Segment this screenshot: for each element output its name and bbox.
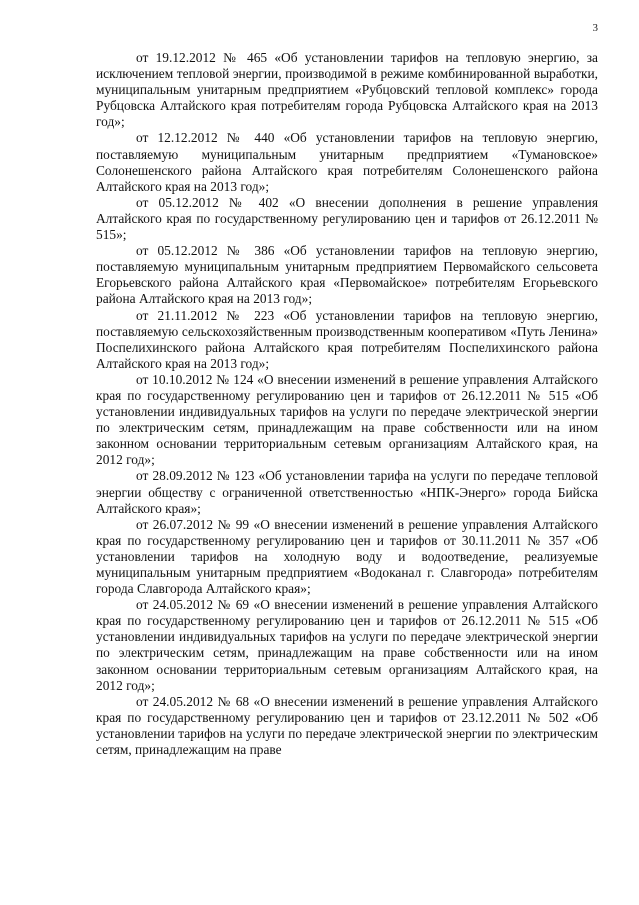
paragraph-decision-223: от 21.11.2012 № 223 «Об установлении тарифов на тепловую энергию, поставляемую сельскохозяйственным производственным кооперативом «Путь Ленина» Поспелихинского района Алтайского края потребителям Поспелихинского района Алтайского края на 2013 год»; <box>96 307 598 371</box>
paragraph-decision-386: от 05.12.2012 № 386 «Об установлении тарифов на тепловую энергию, поставляемую муниципальным унитарным предприятием Первомайского сельсовета Егорьевского района Алтайского края «Первомайское» потребителям Егорьевского района Алтайского края на 2013 год»; <box>96 243 598 307</box>
paragraph-decision-124: от 10.10.2012 № 124 «О внесении изменений в решение управления Алтайского края по государственному регулированию цен и тарифов от 26.12.2011 № 515 «Об установлении индивидуальных тарифов на услуги по передаче электрической энергии по электрическим сетям, принадлежащим на праве собственности или на ином законном основании территориальным сетевым организациям Алтайского края, на 2012 год»; <box>96 371 598 468</box>
paragraph-decision-68: от 24.05.2012 № 68 «О внесении изменений в решение управления Алтайского края по государственному регулированию цен и тарифов от 23.12.2011 № 502 «Об установлении тарифов на услуги по передаче электрической энергии по электрическим сетям, принадлежащим на праве <box>96 693 598 758</box>
paragraph-decision-69: от 24.05.2012 № 69 «О внесении изменений в решение управления Алтайского края по государственному регулированию цен и тарифов от 26.12.2011 № 515 «Об установлении индивидуальных тарифов на услуги по передаче электрической энергии по электрическим сетям, принадлежащим на праве собственности или на ином законном основании территориальным сетевым организациям Алтайского края, на 2012 год»; <box>96 597 598 693</box>
paragraph-decision-402: от 05.12.2012 № 402 «О внесении дополнения в решение управления Алтайского края по государственному регулированию цен и тарифов от 26.12.2011 № 515»; <box>96 194 598 243</box>
paragraph-decision-123: от 28.09.2012 № 123 «Об установлении тарифа на услуги по передаче тепловой энергии обществу с ограниченной ответственностью «НПК-Энерго» города Бийска Алтайского края»; <box>96 468 598 516</box>
paragraph-decision-440: от 12.12.2012 № 440 «Об установлении тарифов на тепловую энергию, поставляемую муниципальным унитарным предприятием «Тумановское» Солонешенского района Алтайского края потребителям Солонешенского района Алтайского края на 2013 год»; <box>96 130 598 194</box>
document-body <box>96 50 598 758</box>
paragraph-decision-465: от 19.12.2012 № 465 «Об установлении тарифов на тепловую энергию, за исключением тепловой энергии, производимой в режиме комбинированной выработки, муниципальным унитарным предприятием «Рубцовский тепловой комплекс» города Рубцовска Алтайского края потребителям города Рубцовска Алтайского края на 2013 год»; <box>96 50 598 130</box>
page-number: 3 <box>592 22 598 34</box>
paragraph-decision-99: от 26.07.2012 № 99 «О внесении изменений в решение управления Алтайского края по государственному регулированию цен и тарифов от 30.11.2011 № 357 «Об установлении тарифов на холодную воду и водоотведение, реализуемые муниципальным унитарным предприятием «Водоканал г. Славгорода» потребителям города Славгорода Алтайского края»; <box>96 516 598 597</box>
